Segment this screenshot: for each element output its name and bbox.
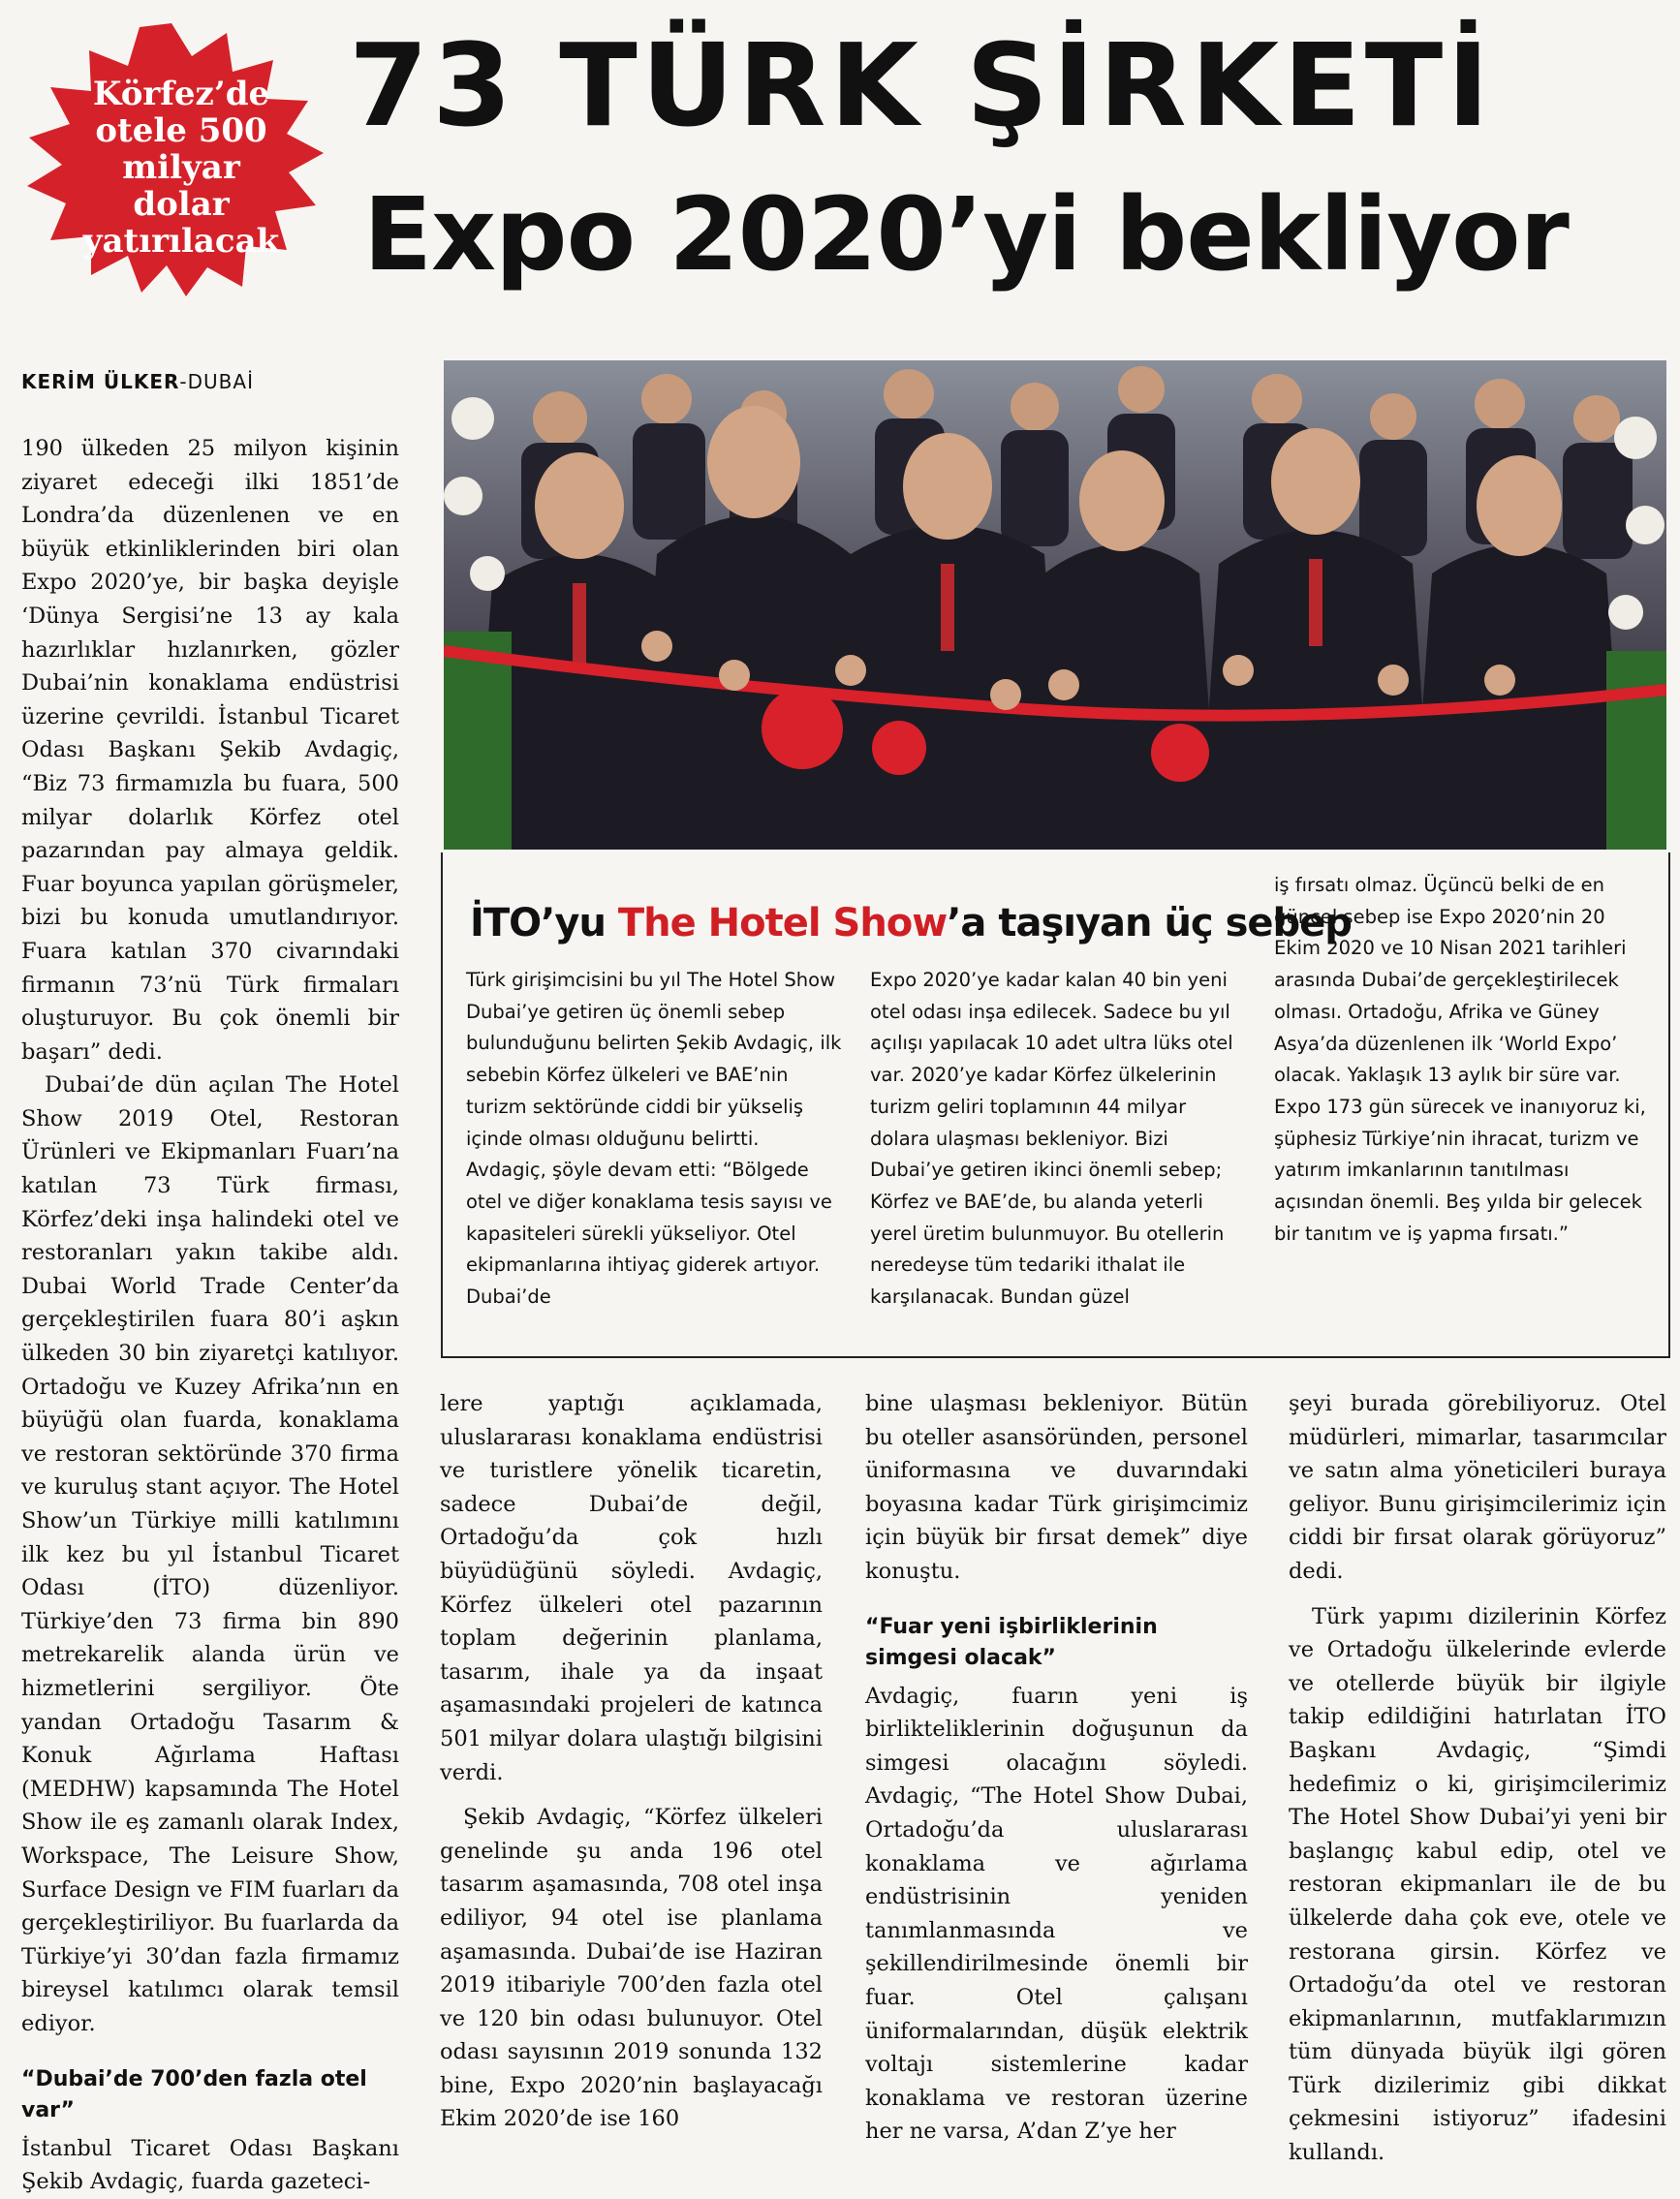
box-heading-pre: İTO’yu [470, 901, 618, 945]
col1-paragraph-2: Dubai’de dün açılan The Hotel Show 2019 Otel, Restoran Ürünleri ve Ekipmanları Fuarı’na katılan 73 Türk firması, Körfez’deki inşa halindeki otel ve restoranları yakın takibe aldı. Dubai World Trade Center’da gerçekleştirilen fuara 80’i aşkın ülkeden 30 bin ziyaretçi katılıyor. Ortadoğu ve Kuzey Afrika’nın en büyüğü olan fuarda, konaklama ve restoran sektöründe 370 firma ve kuruluş stant açıyor. The Hotel Show’un Türkiye milli katılımını ilk kez bu yıl İstanbul Ticaret Odası (İTO) düzenliyor. Türkiye’den 73 firma bin 890 metrekarelik alanda ürün ve hizmetlerini sergiliyor. Öte yandan Ortadoğu Tasarım & Konuk Ağırlama Haftası (MEDHW) kapsamında The Hotel Show ile eş zamanlı olarak Index, Workspace, The Leisure Show, Surface Design ve FIM fuarları da gerçekleştiriliyor. Bu fuarlarda da Türkiye’yi 30’dan fazla firmamız bireysel katılımcı olarak temsil ediyor. [21, 1072, 400, 2036]
box-heading [470, 899, 1352, 947]
box-heading-post: ’a taşıyan üç sebep [947, 901, 1352, 945]
col2-paragraph-2: Şekib Avdagiç, “Körfez ülkeleri genelinde şu anda 196 otel tasarım aşamasında, 708 otel inşa ediliyor, 94 otel ise planlama aşamasında. Dubai’de ise Haziran 2019 itibariyle 700’den fazla otel ve 120 bin odası bulunuyor. Otel odası sayısının 2019 sonunda 132 bine, Expo 2020’nin başlayacağı Ekim 2020’de ise 160 [440, 1805, 823, 2132]
starburst-badge [12, 17, 331, 298]
box-col2-text: Expo 2020’ye kadar kalan 40 bin yeni otel odası inşa edilecek. Sadece bu yıl açılışı yapılacak 10 adet ultra lüks otel var. 2020’ye kadar Körfez ülkelerinin turizm geliri toplamının 44 milyar dolara ulaşması bekleniyor. Bizi Dubai’ye getiren ikinci önemli sebep; Körfez ve BAE’de, bu alanda yeterli yerel üretim bulunmuyor. Bu otellerin neredeyse tüm tedariki ithalat ile karşılanacak. Bundan güzel [870, 969, 1233, 1309]
article-column-1 [21, 432, 399, 2199]
headline-line-1: 73 TÜRK ŞİRKETİ [349, 18, 1494, 152]
headline-line-2: Expo 2020’yi bekliyor [363, 175, 1569, 294]
ribbon-cutting-photo [444, 360, 1666, 850]
col4-paragraph-1: şeyi burada görebiliyoruz. Otel müdürleri, mimarlar, tasarımcılar ve satın alma yöneticileri buraya geliyor. Bunu girişimcilerimiz için ciddi bir fırsat olarak görüyoruz” dedi. [1289, 1391, 1666, 1584]
col2-paragraph-1: lere yaptığı açıklamada, uluslararası konaklama endüstrisi ve turistlere yönelik ticaretin, sadece Dubai’de değil, Ortadoğu’da çok hızlı büyüdüğünü söyledi. Avdagiç, Körfez ülkeleri otel pazarının toplam değerinin planlama, tasarım, ihale ya da inşaat aşamasındaki projeleri de katınca 501 milyar dolara ulaştığı bilgisini verdi. [440, 1391, 823, 1785]
article-column-4 [1289, 1387, 1666, 2170]
article-column-2 [440, 1387, 823, 2136]
col1-paragraph-1: 190 ülkeden 25 milyon kişinin ziyaret edeceği ilki 1851’de Londra’da düzenlenen ve en büyük etkinliklerinden biri olan Expo 2020’ye, bir başka deyişle ‘Dünya Sergisi’ne 13 ay kala hazırlıklar hızlanırken, gözler Dubai’nin konaklama endüstrisi üzerine çevrildi. İstanbul Ticaret Odası Başkanı Şekib Avdagiç, “Biz 73 firmamızla bu fuara, 500 milyar dolarlık Körfez otel pazarından pay almaya geldik. Fuar boyunca yapılan görüşmeler, bizi bu konuda umutlandırıyor. Fuara katılan 370 civarındaki firmanın 73’nü Türk firmaları oluşturuyor. Bu çok önemli bir başarı” dedi. [21, 436, 399, 1065]
article-column-3 [865, 1387, 1248, 2149]
burst-line-2: otele 500 [95, 111, 267, 150]
col4-paragraph-2: Türk yapımı dizilerinin Körfez ve Ortadoğu ülkelerinde evlerde ve otellerde büyük bir ilgiyle takip edildiğini hatırlatan İTO Başkanı Avdagiç, “Şimdi hedefimiz o ki, girişimcilerimiz The Hotel Show Dubai’yi yeni bir başlangıç kabul edip, otel ve restoran ekipmanları ile de bu ülkelerde daha çok eve, otele ve restorana girsin. Körfez ve Ortadoğu’da otel ve restoran ekipmanlarının, mutfaklarımızın tüm dünyada büyük ilgi gören Türk dizilerimiz gibi dikkat çekmesini istiyoruz” ifadesini kullandı. [1289, 1603, 1666, 2166]
photo-illustration [444, 360, 1666, 850]
byline-location: -DUBAİ [179, 370, 254, 393]
box-col1-text: Türk girişimcisini bu yıl The Hotel Show Dubai’ye getiren üç önemli sebep bulunduğunu belirten Şekib Avdagiç, ilk sebebin Körfez ülkeleri ve BAE’nin turizm sektöründe ciddi bir yükseliş içinde olması olduğunu belirtti. Avdagiç, şöyle devam etti: “Bölgede otel ve diğer konaklama tesis sayısı ve kapasiteleri sürekli yükseliyor. Otel ekipmanlarına ihtiyaç giderek artıyor. Dubai’de [466, 969, 842, 1309]
box-col3-text: iş fırsatı olmaz. Üçüncü belki de en güncel sebep ise Expo 2020’nin 20 Ekim 2020 ve 10 Nisan 2021 tarihleri arasında Dubai’de gerçekleştirilecek olması. Ortadoğu, Afrika ve Güney Asya’da düzenlenen ilk ‘World Expo’ olacak. Yaklaşık 13 aylık bir süre var. Expo 173 gün sürecek ve inanıyoruz ki, şüphesiz Türkiye’nin ihracat, turizm ve yatırım imkanlarının tanıtılması açısından önemli. Beş yılda bir gelecek bir tanıtım ve iş yapma fırsatı.” [1274, 874, 1646, 1245]
byline [21, 370, 254, 393]
byline-name: KERİM ÜLKER [21, 370, 180, 393]
col3-paragraph-2: Avdagiç, fuarın yeni iş birlikteliklerinin doğuşunun da simgesi olacağını söyledi. Avdagiç, “The Hotel Show Dubai, Ortadoğu’da uluslararası konaklama ve ağırlama endüstrisinin yeniden tanımlanmasında ve şekillendirilmesinde önemli bir fuar. Otel çalışanı üniformalarından, düşük elektrik voltajı sistemlerine kadar konaklama ve restoran üzerine her ne varsa, A’dan Z’ye her [865, 1683, 1248, 2145]
sidebar-box [441, 852, 1670, 1358]
col1-paragraph-3: İstanbul Ticaret Odası Başkanı Şekib Avdagiç, fuarda gazeteci- [21, 2135, 399, 2195]
box-heading-highlight: The Hotel Show [617, 901, 948, 945]
box-column-1 [466, 965, 844, 1314]
burst-line-1: Körfez’de [92, 75, 270, 113]
starburst-text [70, 76, 293, 260]
col3-subheading: “Fuar yeni işbirliklerinin simgesi olacak” [865, 1614, 1158, 1670]
box-column-3 [1274, 870, 1652, 1250]
col3-paragraph-1: bine ulaşması bekleniyor. Bütün bu oteller asansöründen, personel üniformasına ve duvarındaki boyasına kadar Türk girişimcimiz için büyük bir fırsat demek” diye konuştu. [865, 1391, 1248, 1584]
burst-line-4: yatırılacak [82, 222, 280, 261]
col1-subheading: “Dubai’de 700’den fazla otel var” [21, 2066, 367, 2122]
box-column-2 [870, 965, 1248, 1314]
burst-line-3: milyar dolar [122, 148, 240, 224]
